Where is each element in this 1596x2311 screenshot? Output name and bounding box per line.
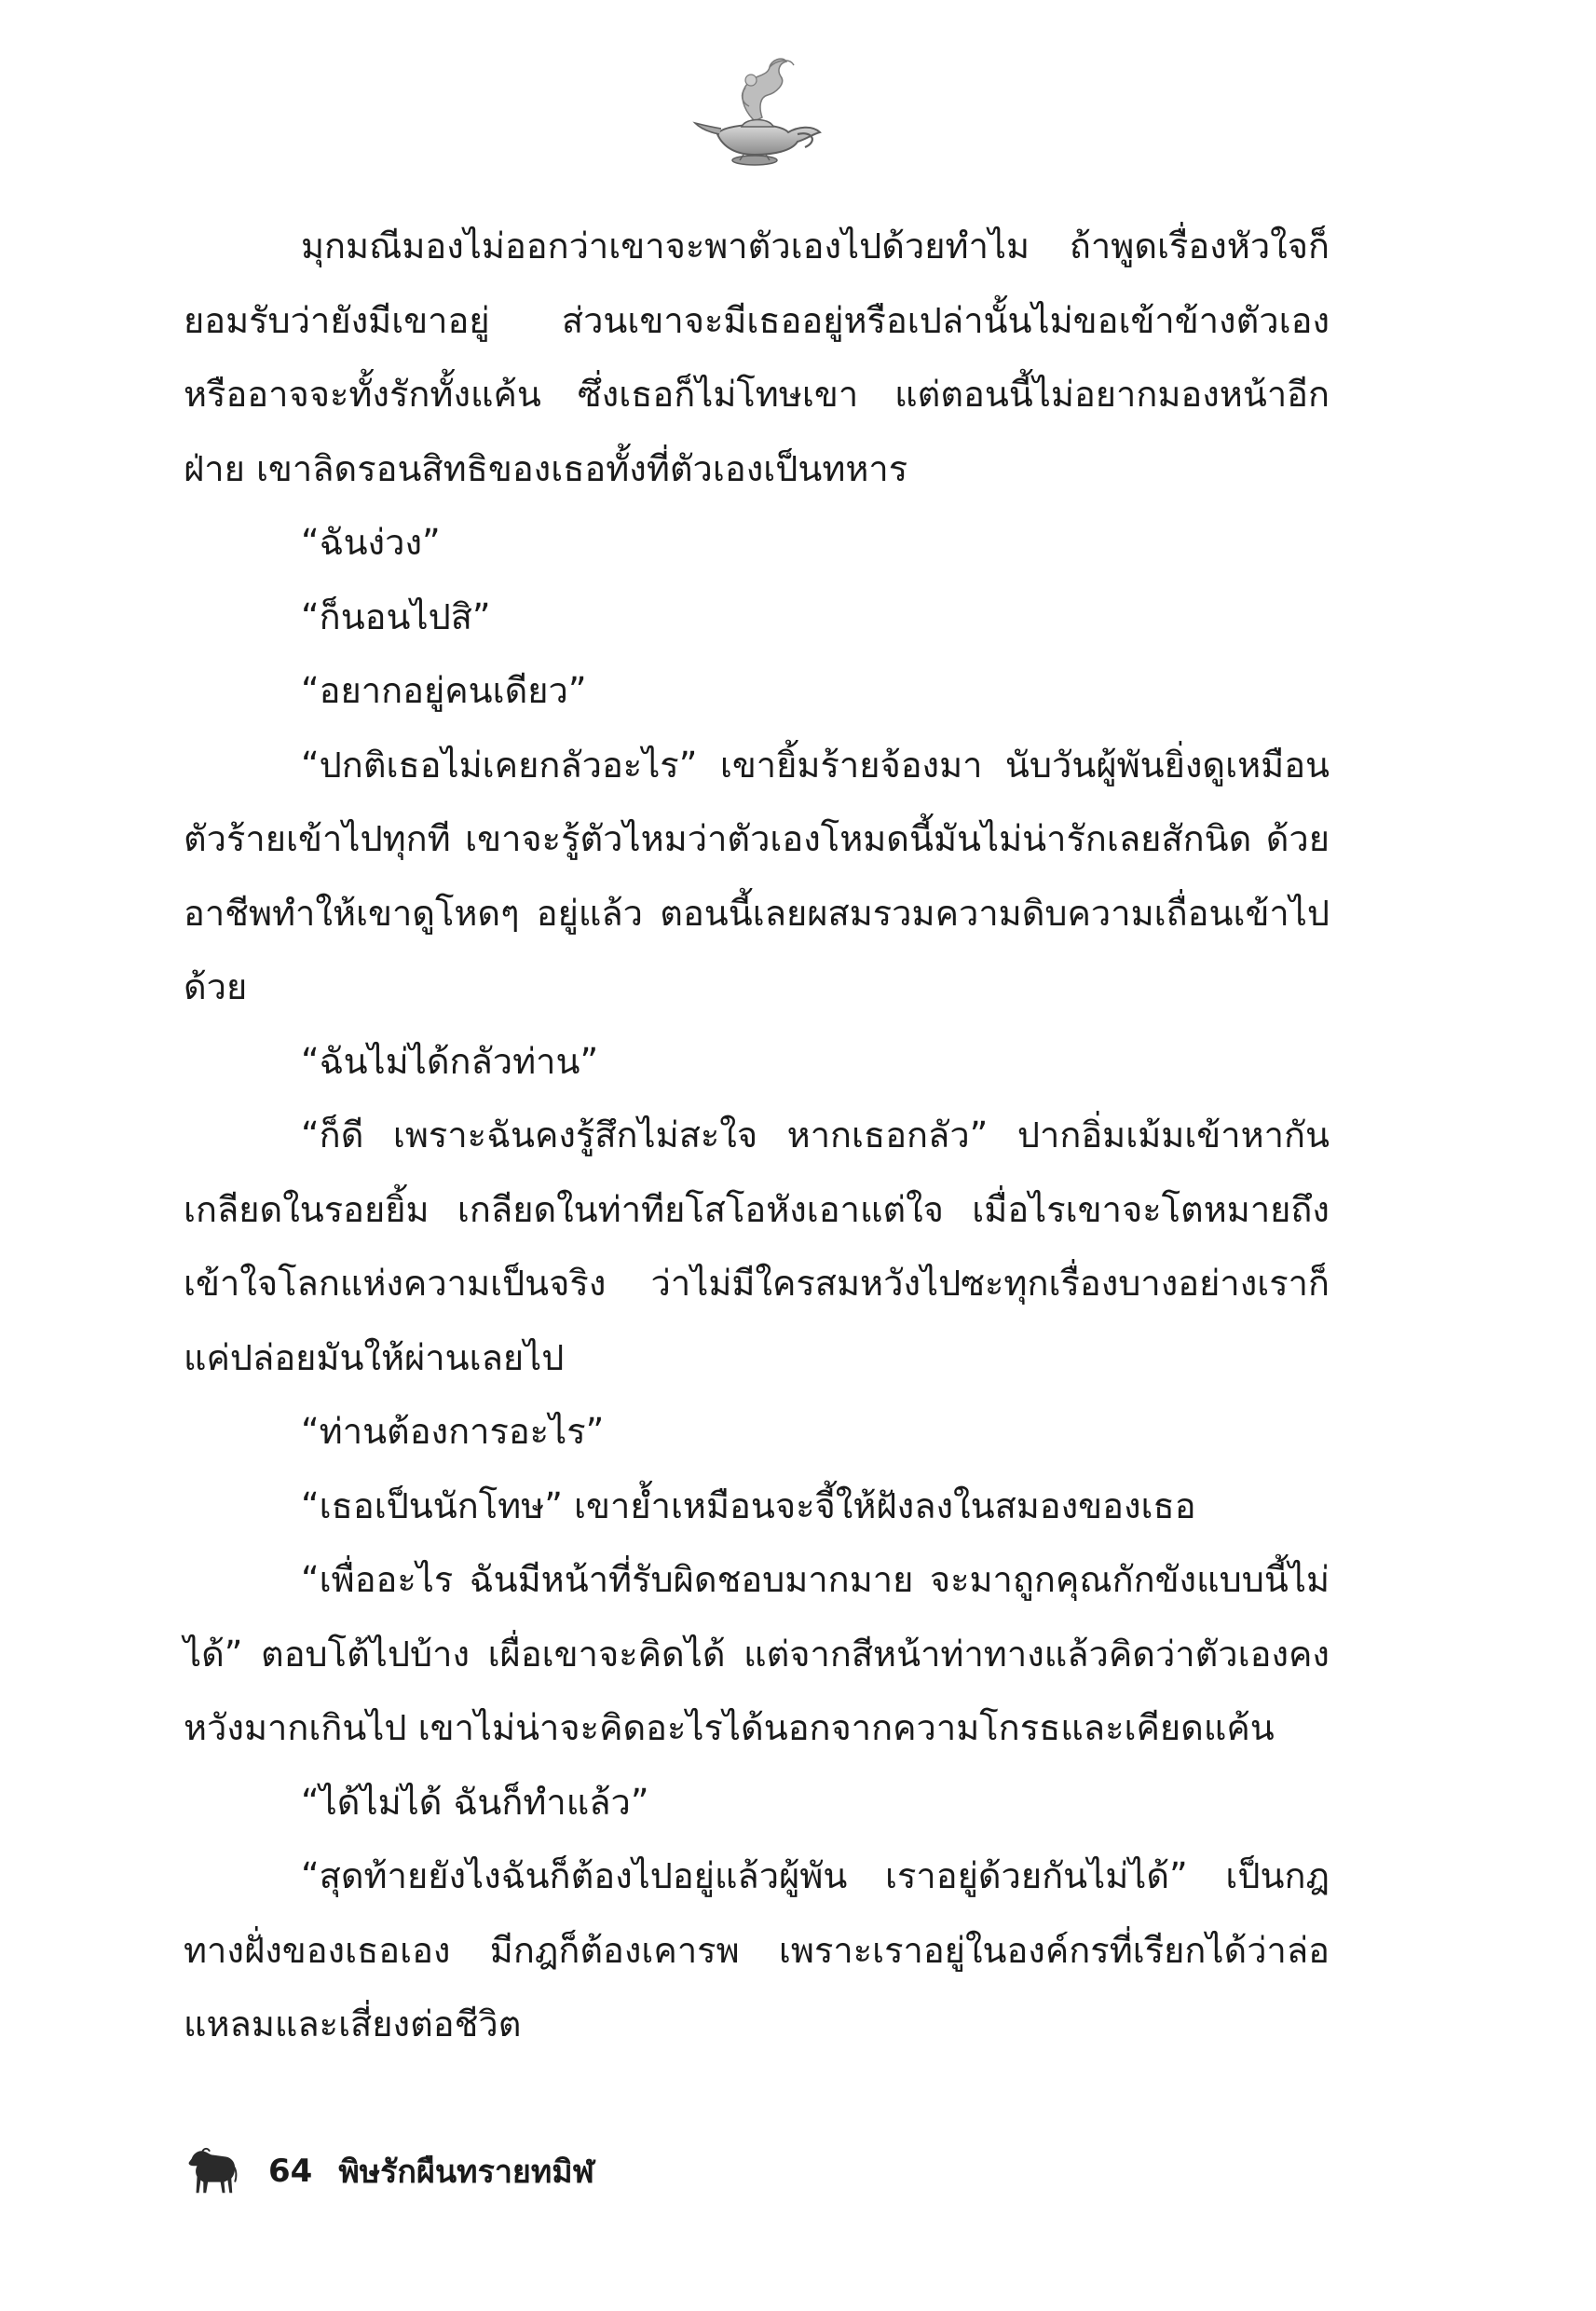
horse-icon [184,2145,239,2197]
paragraph: “ฉันง่วง” [301,522,441,563]
paragraph: “เพื่ออะไร ฉันมีหน้าที่รับผิดชอบมากมาย จะมาถูกคุณกักขังแบบนี้ไม่ได้” ตอบโต้ไปบ้าง เผื่อเขาจะคิดได้ แต่จากสีหน้าท่าทางแล้วคิดว่าตัวเองคงหวังมากเกินไป เขาไม่น่าจะคิดอะไรได้นอกจากความโกรธและเคียดแค้น [184,1559,1330,1748]
paragraph: “อยากอยู่คนเดียว” [301,670,587,711]
paragraph: “ท่านต้องการอะไร” [301,1411,605,1452]
page-footer [184,2143,594,2199]
book-title: พิษรักผืนทรายทมิฬ [338,2154,594,2191]
paragraph: มุกมณีมองไม่ออกว่าเขาจะพาตัวเองไปด้วยทำไม ถ้าพูดเรื่องหัวใจก็ยอมรับว่ายังมีเขาอยู่ ส่วนเขาจะมีเธออยู่หรือเปล่านั้นไม่ขอเข้าข้างตัวเอง หรืออาจจะทั้งรักทั้งแค้น ซึ่งเธอก็ไม่โทษเขา แต่ตอนนี้ไม่อยากมองหน้าอีกฝ่าย เขาลิดรอนสิทธิของเธอทั้งที่ตัวเองเป็นทหาร [184,226,1330,489]
paragraph: “ก็นอนไปสิ” [301,595,491,637]
body-text [184,210,1330,2062]
page-number: 64 [268,2153,313,2190]
magic-lamp-with-genie-icon [689,48,829,170]
paragraph: “ก็ดี เพราะฉันคงรู้สึกไม่สะใจ หากเธอกลัว” ปากอิ่มเม้มเข้าหากันเกลียดในรอยยิ้ม เกลียดในท่าทียโสโอหังเอาแต่ใจ เมื่อไรเขาจะโตหมายถึงเข้าใจโลกแห่งความเป็นจริง ว่าไม่มีใครสมหวังไปซะทุกเรื่องบางอย่างเราก็แค่ปล่อยมันให้ผ่านเลยไป [184,1114,1330,1378]
paragraph: “สุดท้ายยังไงฉันก็ต้องไปอยู่แล้วผู้พัน เราอยู่ด้วยกันไม่ได้” เป็นกฎทางฝั่งของเธอเอง มีกฎก็ต้องเคารพ เพราะเราอยู่ในองค์กรที่เรียกได้ว่าล่อแหลมและเสี่ยงต่อชีวิต [184,1855,1330,2044]
paragraph: “ได้ไม่ได้ ฉันก็ทำแล้ว” [301,1781,649,1823]
paragraph: “ฉันไม่ได้กลัวท่าน” [301,1040,599,1082]
paragraph: “เธอเป็นนักโทษ” เขาย้ำเหมือนจะจี้ให้ฝังลงในสมองของเธอ [301,1484,1196,1526]
paragraph: “ปกติเธอไม่เคยกลัวอะไร” เขายิ้มร้ายจ้องมา นับวันผู้พันยิ่งดูเหมือนตัวร้ายเข้าไปทุกที เขาจะรู้ตัวไหมว่าตัวเองโหมดนี้มันไม่น่ารักเลยสักนิด ด้วยอาชีพทำให้เขาดูโหดๆ อยู่แล้ว ตอนนี้เลยผสมรวมความดิบความเถื่อนเข้าไปด้วย [184,744,1330,1007]
